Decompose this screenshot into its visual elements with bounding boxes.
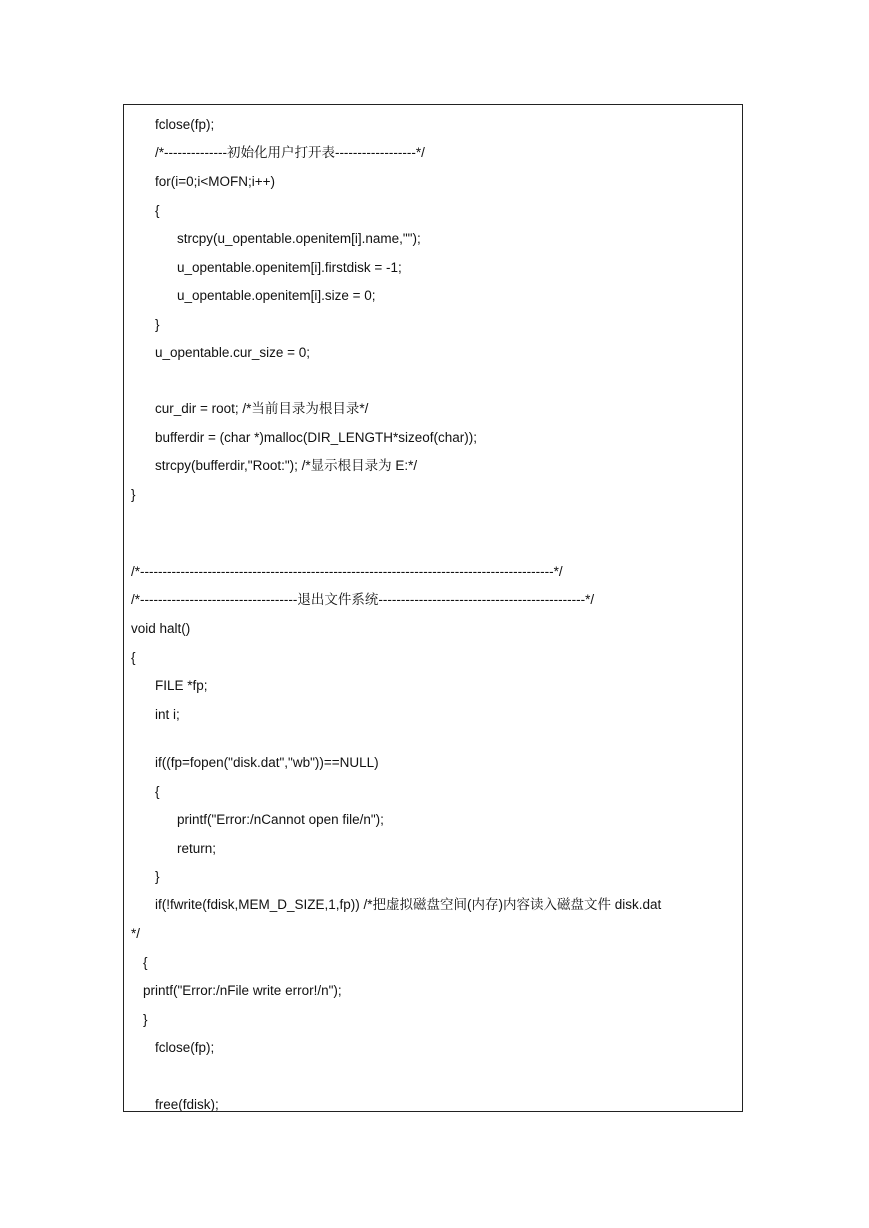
code-line: void halt(): [131, 621, 191, 636]
code-line: }: [143, 1012, 148, 1027]
code-line: strcpy(u_opentable.openitem[i].name,"");: [177, 231, 421, 246]
code-line: for(i=0;i<MOFN;i++): [155, 174, 276, 189]
code-line: strcpy(bufferdir,"Root:"); /*显示根目录为 E:*/: [155, 458, 418, 473]
code-line: {: [155, 784, 160, 799]
code-line: */: [131, 926, 141, 941]
code-line: u_opentable.openitem[i].firstdisk = -1;: [177, 260, 402, 275]
code-line: u_opentable.openitem[i].size = 0;: [177, 288, 376, 303]
code-line: }: [155, 317, 160, 332]
code-line: printf("Error:/nCannot open file/n");: [177, 812, 384, 827]
code-line: int i;: [155, 707, 180, 722]
code-line: {: [131, 650, 136, 665]
code-line: }: [155, 869, 160, 884]
code-line: FILE *fp;: [155, 678, 208, 693]
code-line: {: [155, 203, 160, 218]
code-line: cur_dir = root; /*当前目录为根目录*/: [155, 401, 369, 416]
code-line: printf("Error:/nFile write error!/n");: [143, 983, 342, 998]
code-line: if(!fwrite(fdisk,MEM_D_SIZE,1,fp)) /*把虚拟磁盘空间(内存)内容读入磁盘文件 disk.dat: [155, 897, 662, 912]
code-line: /*--------------------------------------------------------------------------------------------*/: [131, 564, 563, 579]
code-line: u_opentable.cur_size = 0;: [155, 345, 310, 360]
code-line: bufferdir = (char *)malloc(DIR_LENGTH*sizeof(char));: [155, 430, 477, 445]
code-line: /*--------------初始化用户打开表------------------*/: [155, 145, 425, 160]
code-line: free(fdisk);: [155, 1097, 219, 1112]
code-line: return;: [177, 841, 217, 856]
code-line: }: [131, 487, 136, 502]
code-line: if((fp=fopen("disk.dat","wb"))==NULL): [155, 755, 379, 770]
code-frame: [123, 104, 743, 1112]
code-line: {: [143, 955, 148, 970]
code-line: fclose(fp);: [155, 1040, 215, 1055]
code-line: /*-----------------------------------退出文件系统----------------------------------------------*/: [131, 592, 595, 607]
code-line: fclose(fp);: [155, 117, 215, 132]
